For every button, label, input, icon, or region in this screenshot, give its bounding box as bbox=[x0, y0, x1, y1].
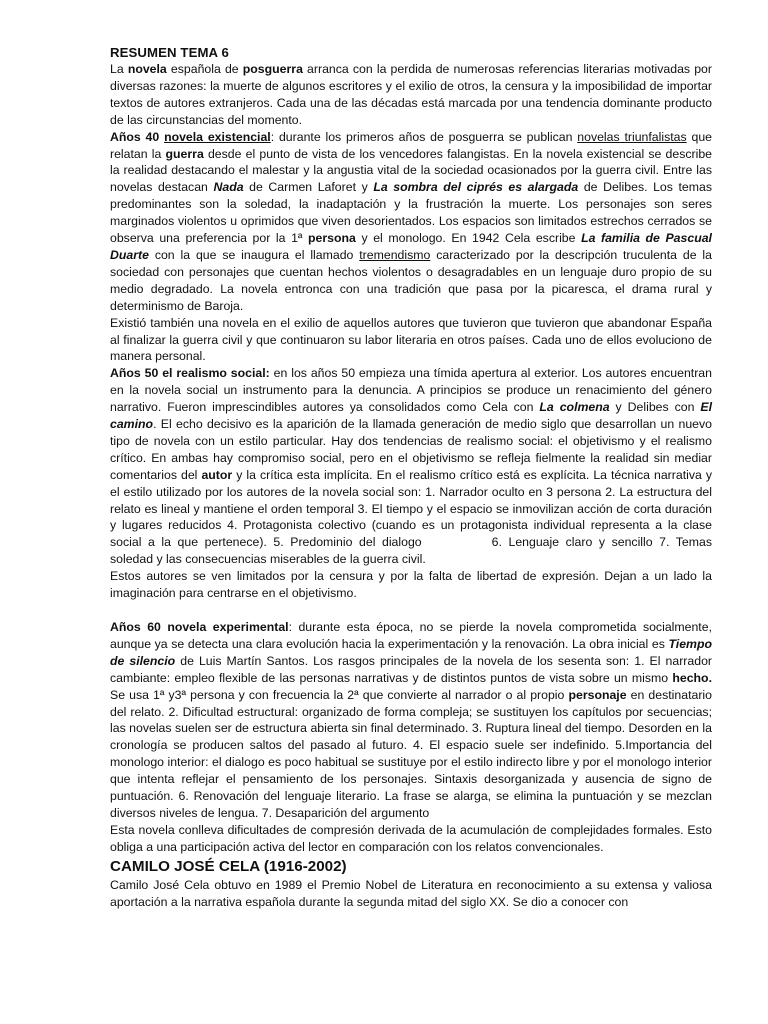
text: en destinatario del relato. 2. Dificultad estructural: organizado de forma compleja; se sustituyen los capítulos por secuencias; las novelas suelen ser de estructura abierta sin final determinado. 3. Ruptura lineal del tiempo. Desorden en la cronología se producen saltos del pasado al futuro. 4. El espacio suele ser indefinido. 5.Importancia del monologo interior: el dialogo es poco habitual se sustituye por el estilo indirecto libre y por el monologo interior que intenta reflejar el pensamiento de los personajes. Sintaxis desorganizada y ausencia de signo de puntuación. 6. Renovación del lenguaje literario. La frase se alarga, se elimina la puntuación y se mezclan diversos niveles de lengua. 7. Desaparición del argumento bbox=[110, 687, 712, 820]
document-title: RESUMEN TEMA 6 bbox=[110, 45, 229, 60]
document-page bbox=[110, 44, 712, 911]
paragraph-gap bbox=[110, 602, 712, 619]
text: española de bbox=[166, 62, 243, 76]
bold-term: posguerra bbox=[242, 62, 303, 76]
section-50s-paragraph bbox=[110, 365, 712, 568]
section-40s-paragraph bbox=[110, 129, 712, 315]
book-title: Nada bbox=[213, 180, 244, 195]
text: La bbox=[110, 62, 128, 76]
cela-paragraph: Camilo José Cela obtuvo en 1989 el Premio Nobel de Literatura en reconocimiento a su extensa y valiosa aportación a la narrativa española durante la segunda mitad del siglo XX. Se dio a conocer con bbox=[110, 877, 712, 909]
text: . El echo decisivo es la aparición de la llamada generación de medio siglo que desarrollan un nuevo tipo de novela con un estilo particular. Hay dos tendencias de realismo social: el objetivismo y el realismo crítico. En ambas hay compromiso social, pero en el objetivismo se refleja fielmente la realidad sin mediar comentarios del bbox=[110, 417, 712, 482]
text: 6. Lenguaje claro y sencillo 7. Temas soledad y las consecuencias miserables de la guerra civil. bbox=[110, 535, 712, 567]
text: desde el punto de vista de los vencedores falangistas. En la novela existencial se describe la realidad destacando el malestar y la angustia vital de la sociedad ocasionados por la guerra civil. Entre las novelas destacan bbox=[110, 146, 712, 195]
bold-term: hecho. bbox=[672, 670, 712, 685]
book-title: Tiempo de silencio bbox=[110, 636, 712, 668]
book-title: La familia de Pascual Duarte bbox=[110, 231, 712, 262]
section-60s-paragraph bbox=[110, 619, 712, 822]
text: Se usa 1ª y3ª persona y con frecuencia la 2ª que convierte al narrador o al propio bbox=[110, 687, 569, 702]
underlined-term: novelas triunfalistas bbox=[577, 129, 687, 144]
text: con la que se inaugura el llamado bbox=[148, 247, 360, 262]
text: de Luis Martín Santos. Los rasgos principales de la novela de los sesenta son: 1. El narrador cambiante: empleo flexible de las personas narrativas y de distintos puntos de vista sobre un mismo bbox=[110, 653, 712, 685]
text: arranca con la perdida de numerosas referencias literarias motivadas por diversas razones: la muerte de algunos escritores y el exilio de otros, la censura y la imposibilidad de importar textos de autores extranjeros. Cada una de las décadas está marcada por una tendencia dominante producto de las circunstancias del momento. bbox=[110, 62, 712, 127]
cela-heading: CAMILO JOSÉ CELA (1916-2002) bbox=[110, 857, 347, 875]
bold-term: novela bbox=[127, 62, 167, 76]
text: caracterizado por la descripción truculenta de la sociedad con personajes que cuentan hechos violentos o desagradables en un lenguaje duro propio de su medio degradado. La novela entronca con una tradición que pasa por la picaresca, el drama rural y determinismo de Baroja. bbox=[110, 247, 712, 313]
text: que relatan la bbox=[110, 129, 713, 161]
section-heading: Años 40 bbox=[110, 129, 165, 144]
book-title: El camino bbox=[110, 400, 712, 432]
bold-term: autor bbox=[201, 467, 233, 482]
text: en los años 50 empieza una tímida apertura al exterior. Los autores encuentran en la novela social un instrumento para la denuncia. A principios se produce un renacimiento del género narrativo. Fueron imprescindibles autores ya consolidados como Cela con bbox=[110, 366, 712, 415]
bold-term: personaje bbox=[568, 687, 627, 702]
difficulty-paragraph: Esta novela conlleva dificultades de compresión derivada de la acumulación de complejidades formales. Esto obliga a una participación activa del lector en comparación con los relatos convencionales. bbox=[110, 822, 712, 854]
text: : durante esta época, no se pierde la novela comprometida socialmente, aunque ya se detecta una clara evolución hacia la experimentación y la renovación. La obra inicial es bbox=[110, 620, 712, 651]
text: : durante los primeros años de posguerra se publican bbox=[270, 129, 578, 144]
underlined-term: tremendismo bbox=[359, 247, 431, 262]
intro-paragraph bbox=[110, 61, 712, 129]
exile-paragraph: Existió también una novela en el exilio de aquellos autores que tuvieron que tuvieron que abandonar España al finalizar la guerra civil y que continuaron su labor literaria en otros países. Cada uno de ellos evoluciono de manera personal. bbox=[110, 315, 712, 364]
text: de Carmen Laforet y bbox=[243, 180, 374, 195]
censorship-paragraph: Estos autores se ven limitados por la censura y por la falta de libertad de expresión. Dejan a un lado la imaginación para centrarse en el objetivismo. bbox=[110, 569, 712, 601]
text: y el monologo. En 1942 Cela escribe bbox=[355, 231, 582, 246]
book-title: La sombra del ciprés es alargada bbox=[373, 180, 579, 195]
text: y la crítica esta implícita. En el realismo crítico está es explícita. La técnica narrativa y el estilo utilizado por los autores de la novela social son: 1. Narrador oculto en 3 persona 2. La estructura del relato es lineal y mantiene el orden temporal 3. El tiempo y el espacio se inmovilizan acción de corta duración y lugares reducidos 4. Protagonista colectivo (cuando es un protagonista individual representa a la clase social a la que pertenece). 5. Predominio del dialogo bbox=[110, 467, 712, 550]
text: y Delibes con bbox=[609, 400, 701, 415]
text: de Delibes. Los temas predominantes son la soledad, la inadaptación y la frustración la muerte. Los personajes son seres marginados violentos u oprimidos que viven desorientados. Los espacios son limitados estrechos cerrados se observa una preferencia por la 1ª bbox=[110, 180, 712, 246]
bold-term: persona bbox=[308, 231, 356, 246]
section-heading: Años 50 el realismo social: bbox=[110, 366, 270, 381]
section-heading: Años 60 novela experimental bbox=[110, 620, 289, 634]
bold-term: guerra bbox=[165, 146, 204, 161]
section-heading-underlined: novela existencial bbox=[164, 129, 271, 144]
book-title: La colmena bbox=[539, 400, 610, 415]
